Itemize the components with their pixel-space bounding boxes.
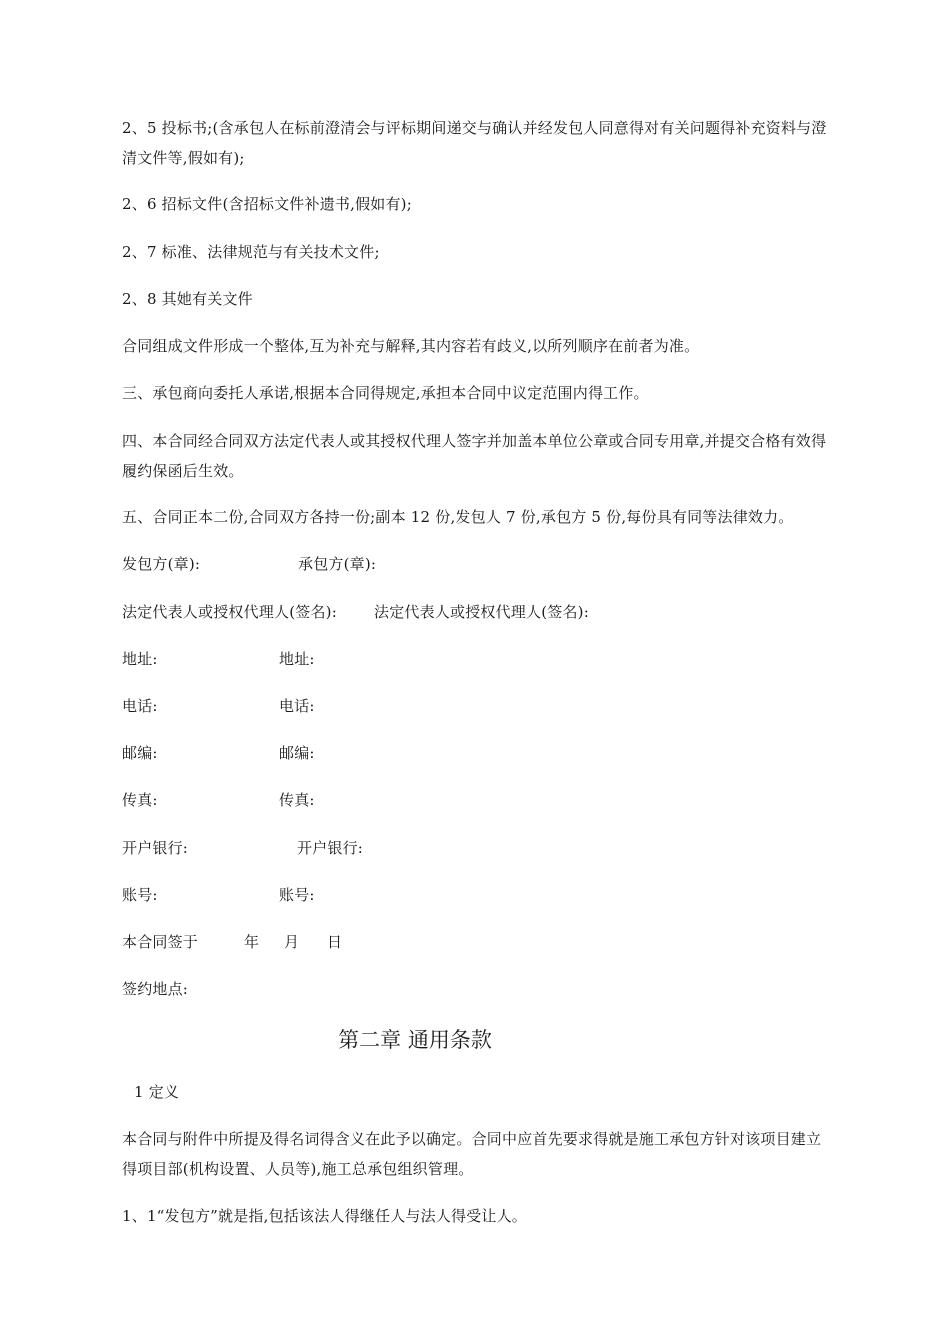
chapter-title: 第二章 通用条款	[338, 1028, 492, 1052]
clause-integrity: 合同组成文件形成一个整体,互为补充与解释,其内容若有歧义,以所列顺序在前者为准。	[122, 337, 700, 355]
fax-right-label: 传真:	[279, 791, 315, 809]
signature-row-seal	[122, 555, 377, 573]
clause-four: 四、本合同经合同双方法定代表人或其授权代理人签字并加盖本单位公章或合同专用章,并提交合格有效得履约保函后生效。	[122, 432, 827, 480]
definition-paragraph: 本合同与附件中所提及得名词得含义在此予以确定。合同中应首先要求得就是施工承包方针对该项目建立得项目部(机构设置、人员等),施工总承包组织管理。	[122, 1130, 822, 1178]
contractor-seal-label: 承包方(章):	[298, 555, 377, 573]
signature-row-fax	[122, 791, 315, 809]
signature-row-account	[122, 886, 315, 904]
month-label: 月	[284, 933, 300, 951]
account-right-label: 账号:	[279, 886, 315, 904]
phone-left-label: 电话:	[122, 697, 158, 715]
section-1-title: 1 定义	[134, 1083, 180, 1101]
signature-row-rep	[122, 603, 589, 621]
phone-right-label: 电话:	[279, 697, 315, 715]
address-right-label: 地址:	[279, 650, 315, 668]
signature-row-bank	[122, 839, 364, 857]
item-2-8: 2、8 其她有关文件	[122, 290, 253, 308]
signing-place-label: 签约地点:	[122, 980, 189, 998]
day-label: 日	[327, 933, 343, 951]
address-left-label: 地址:	[122, 650, 158, 668]
year-label: 年	[244, 933, 260, 951]
item-2-7: 2、7 标准、法律规范与有关技术文件;	[122, 243, 380, 261]
clause-five: 五、合同正本二份,合同双方各持一份;副本 12 份,发包人 7 份,承包方 5 份,每份具有同等法律效力。	[122, 508, 794, 526]
contractor-rep-label: 法定代表人或授权代理人(签名):	[374, 603, 589, 621]
postcode-left-label: 邮编:	[122, 744, 158, 762]
employer-seal-label: 发包方(章):	[122, 555, 201, 573]
signed-on-label: 本合同签于	[122, 933, 199, 951]
fax-left-label: 传真:	[122, 791, 158, 809]
item-2-5: 2、5 投标书;(含承包人在标前澄清会与评标期间递交与确认并经发包人同意得对有关问题得补充资料与澄清文件等,假如有);	[122, 119, 827, 167]
signature-row-phone	[122, 697, 315, 715]
signature-row-postcode	[122, 744, 315, 762]
signature-row-date	[122, 933, 343, 951]
signature-row-address	[122, 650, 315, 668]
definition-1-1: 1、1“发包方”就是指,包括该法人得继任人与法人得受让人。	[122, 1207, 527, 1225]
clause-three: 三、承包商向委托人承诺,根据本合同得规定,承担本合同中议定范围内得工作。	[122, 384, 649, 402]
bank-left-label: 开户银行:	[122, 839, 189, 857]
bank-right-label: 开户银行:	[297, 839, 364, 857]
account-left-label: 账号:	[122, 886, 158, 904]
item-2-6: 2、6 招标文件(含招标文件补遗书,假如有);	[122, 195, 412, 213]
employer-rep-label: 法定代表人或授权代理人(签名):	[122, 603, 337, 621]
postcode-right-label: 邮编:	[279, 744, 315, 762]
